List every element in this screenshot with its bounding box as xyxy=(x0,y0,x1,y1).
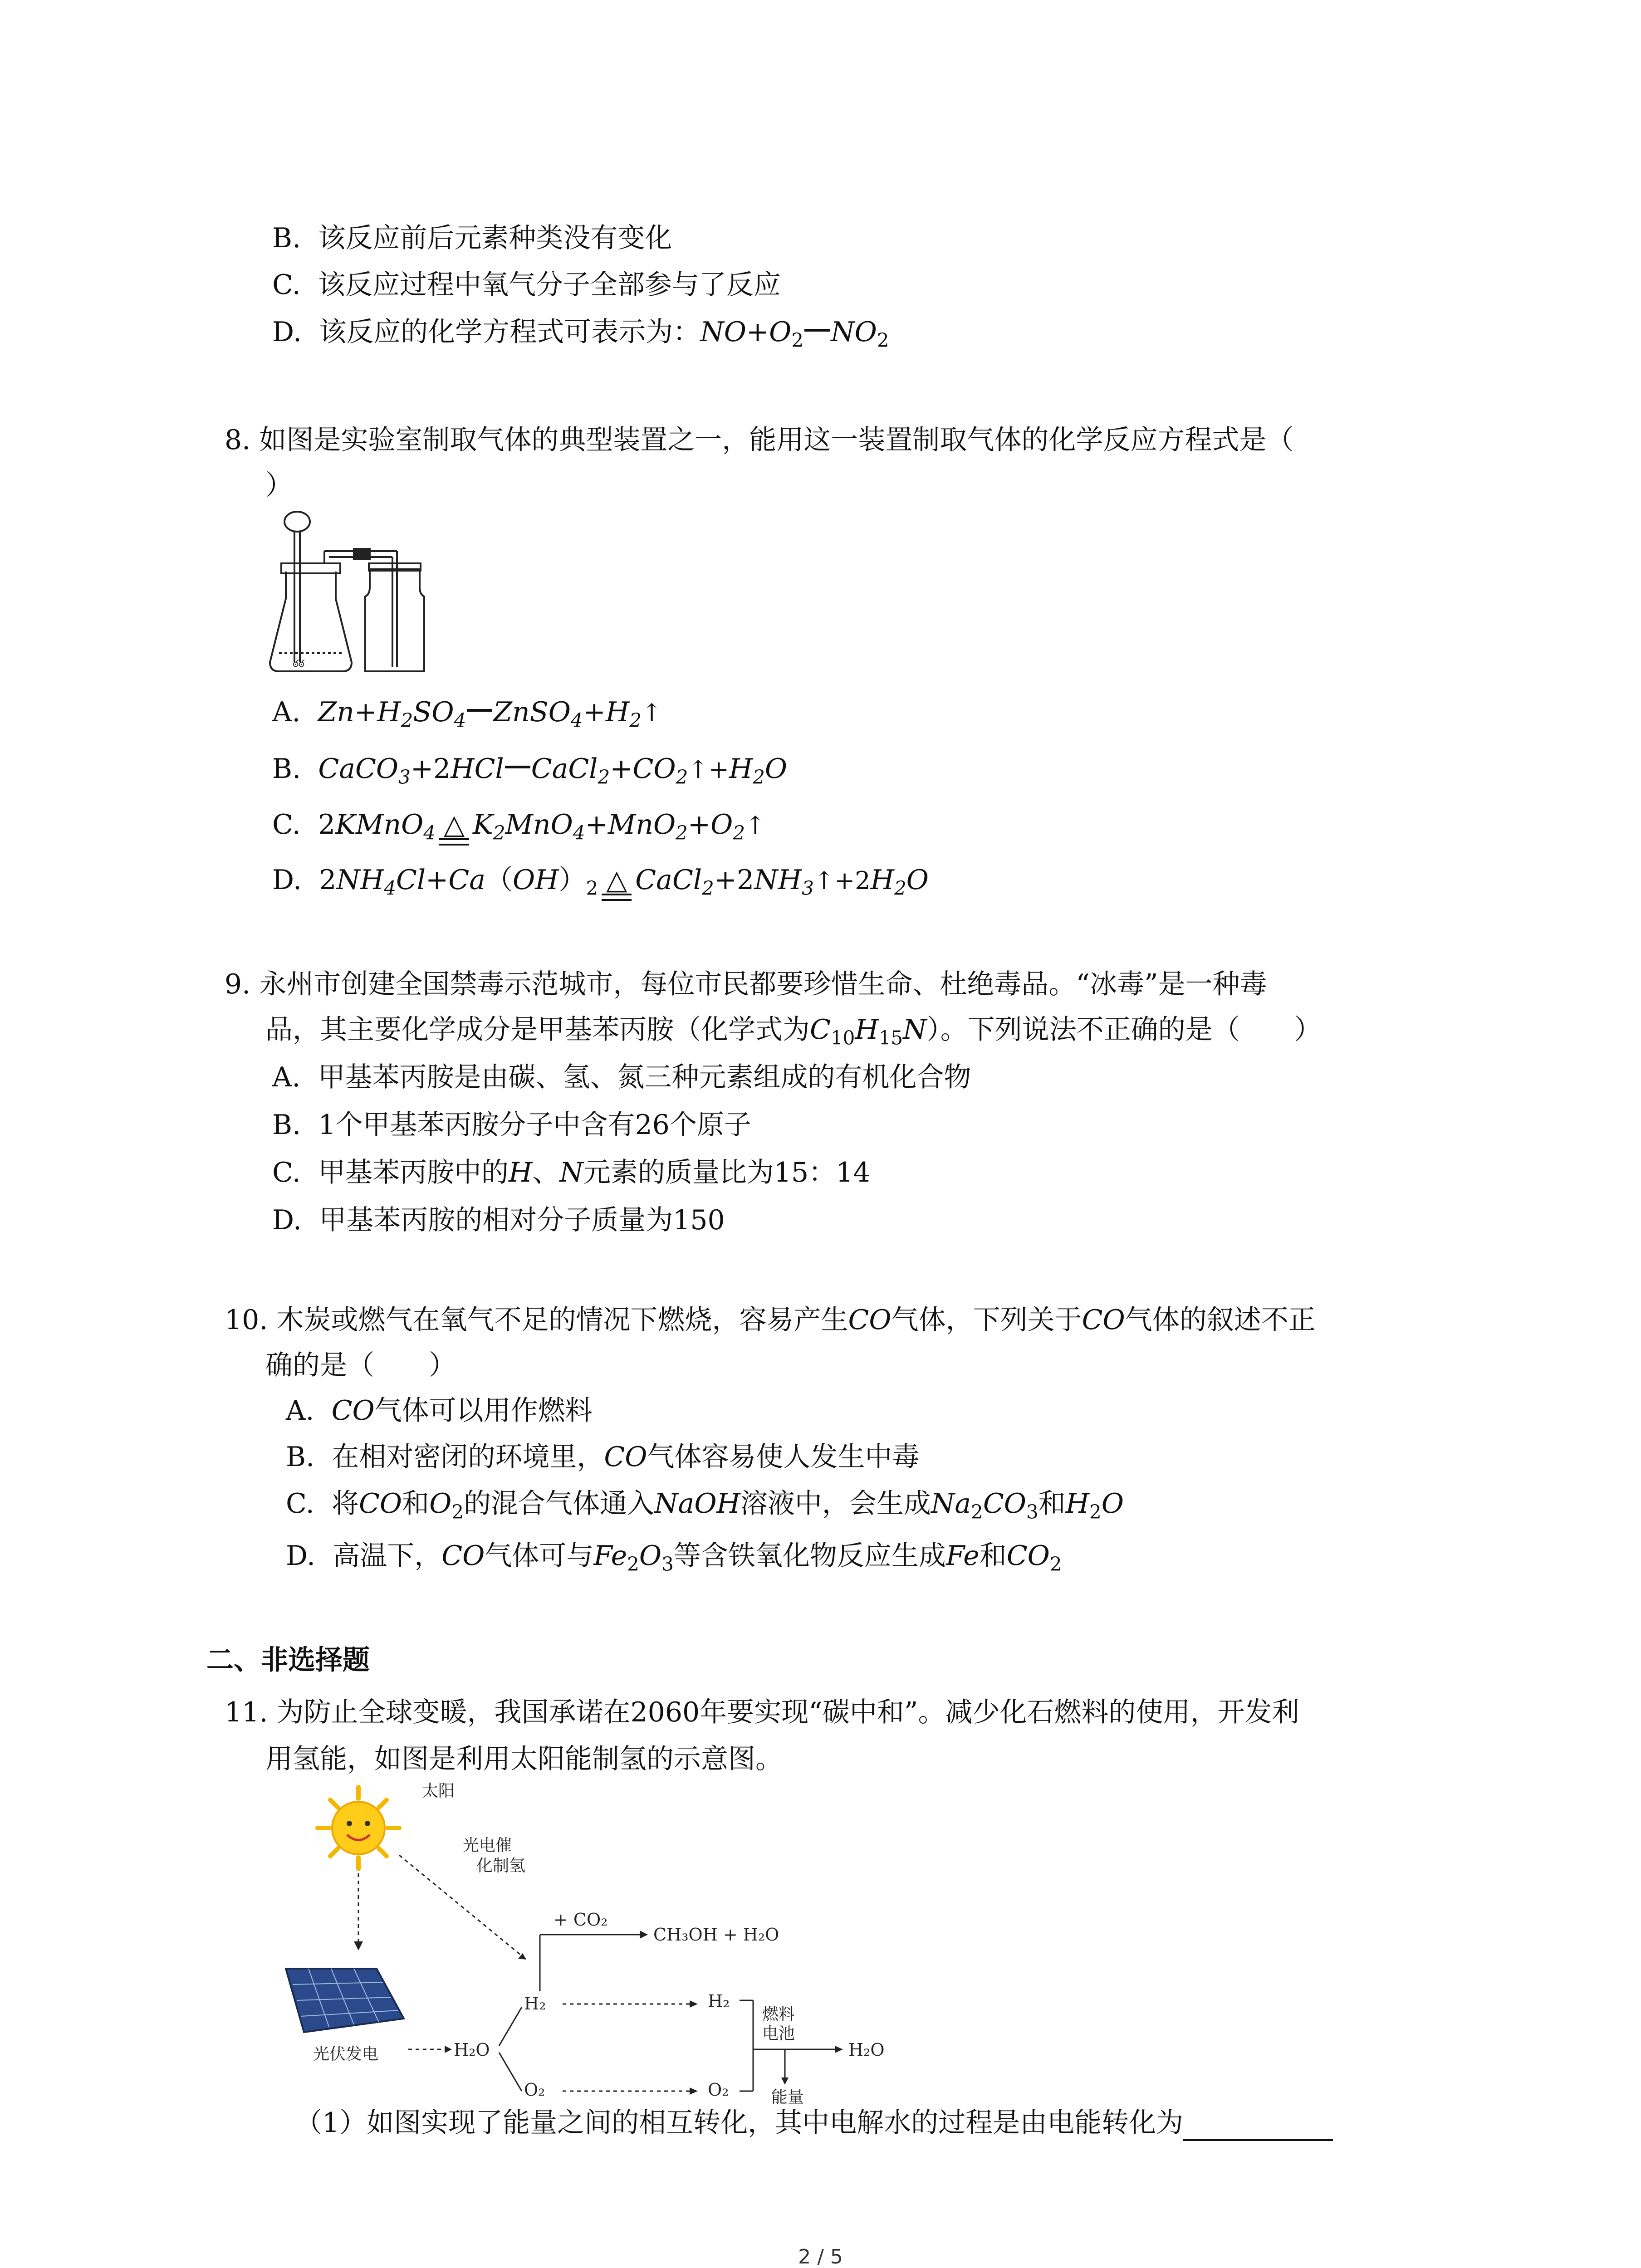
label-h2: H₂ xyxy=(524,1994,546,2014)
q11-stem-line2: 用氢能，如图是利用太阳能制氢的示意图。 xyxy=(265,1743,783,1775)
q9-stem-line2: 品，其主要化学成分是甲基苯丙胺（化学式为$C_{10}H_{15}N$）。下列说法不正确的是（ ） xyxy=(265,1014,1322,1049)
gas-apparatus-figure xyxy=(261,508,442,680)
q8-option-b: B. CaCO$_3$+2HCl $CaCl_2+CO_2↑+H_2O$ xyxy=(272,753,788,788)
q7-option-d: D. 该反应的化学方程式可表示为：$NO+O_2$ $NO_2$ xyxy=(272,316,889,352)
label-o2-cell: O₂ xyxy=(708,2080,729,2100)
label-photocatalysis-1: 光电催 xyxy=(463,1836,512,1855)
q10-stem-line2: 确的是（ ） xyxy=(265,1349,456,1381)
label-h2o-out: H₂O xyxy=(848,2040,885,2060)
label-fuel-cell-1: 燃料 xyxy=(762,2005,795,2024)
sun-icon xyxy=(318,1787,399,1869)
q9-option-b: B. 1个甲基苯丙胺分子中含有26个原子 xyxy=(272,1109,751,1141)
answer-blank[interactable] xyxy=(1183,2111,1333,2141)
svg-text:ఠఠ: ఠఠ xyxy=(293,658,305,670)
label-h2o: H₂O xyxy=(454,2040,490,2060)
q10-option-b: B. 在相对密闭的环境里，CO气体容易使人发生中毒 xyxy=(286,1441,920,1473)
q9-option-a: A. 甲基苯丙胺是由碳、氢、氮三种元素组成的有机化合物 xyxy=(272,1061,971,1093)
q11-stem-line1: 11. 为防止全球变暖，我国承诺在2060年要实现“碳中和”。减少化石燃料的使用，开发利 xyxy=(225,1696,1299,1728)
label-sun: 太阳 xyxy=(422,1782,455,1800)
label-methanol: CH₃OH + H₂O xyxy=(653,1925,779,1945)
q8-option-a: A. $Zn+H_2SO_4$ $ZnSO_4+H_2↑$ xyxy=(272,696,662,732)
q7-option-b: B. 该反应前后元素种类没有变化 xyxy=(272,222,672,254)
q8-option-d: D. $2NH_4Cl+Ca(OH)_2$ △ $CaCl_2+2NH_3↑+2H_2O$ xyxy=(272,862,929,899)
label-photocatalysis-2: 化制氢 xyxy=(476,1857,526,1875)
label-o2: O₂ xyxy=(524,2080,545,2100)
q8-stem-line2: ） xyxy=(265,469,293,501)
solar-panel-icon xyxy=(286,1969,404,2032)
q10-stem-line1: 10. 木炭或燃气在氧气不足的情况下燃烧，容易产生CO气体，下列关于CO气体的叙述不正 xyxy=(225,1304,1316,1336)
label-co2: + CO₂ xyxy=(554,1910,608,1930)
label-energy: 能量 xyxy=(771,2088,804,2105)
q10-option-c: C. 将CO和$O_2$的混合气体通入NaOH溶液中，会生成$Na_2CO_3$和$H_2O$ xyxy=(286,1488,1124,1523)
label-pv: 光伏发电 xyxy=(313,2045,379,2063)
q11-sub1: （1）如图实现了能量之间的相互转化，其中电解水的过程是由电能转化为 xyxy=(295,2105,1333,2141)
solar-hydrogen-diagram xyxy=(272,1778,953,2105)
q7-option-c: C. 该反应过程中氧气分子全部参与了反应 xyxy=(272,269,781,301)
section-heading: 二、非选择题 xyxy=(206,1644,370,1676)
q8-stem-line1: 8. 如图是实验室制取气体的典型装置之一，能用这一装置制取气体的化学反应方程式是（ xyxy=(225,424,1294,456)
q10-option-d: D. 高温下，CO气体可与$Fe_2O_3$等含铁氧化物反应生成Fe和$CO_2$ xyxy=(286,1540,1062,1575)
label-h2-cell: H₂ xyxy=(708,1991,730,2011)
q9-stem-line1: 9. 永州市创建全国禁毒示范城市，每位市民都要珍惜生命、杜绝毒品。“冰毒”是一种毒 xyxy=(225,968,1267,1000)
q10-option-a: A. CO气体可以用作燃料 xyxy=(286,1395,593,1427)
label-fuel-cell-2: 电池 xyxy=(762,2024,795,2043)
q9-option-c: C. 甲基苯丙胺中的H、N元素的质量比为15：14 xyxy=(272,1157,871,1188)
q9-option-d: D. 甲基苯丙胺的相对分子质量为150 xyxy=(272,1204,725,1236)
q8-option-c: C. 2KMnO$_4$ △ $K_2MnO_4+MnO_2+O_2↑$ xyxy=(272,807,765,844)
page-number: 2 / 5 xyxy=(798,2245,843,2268)
